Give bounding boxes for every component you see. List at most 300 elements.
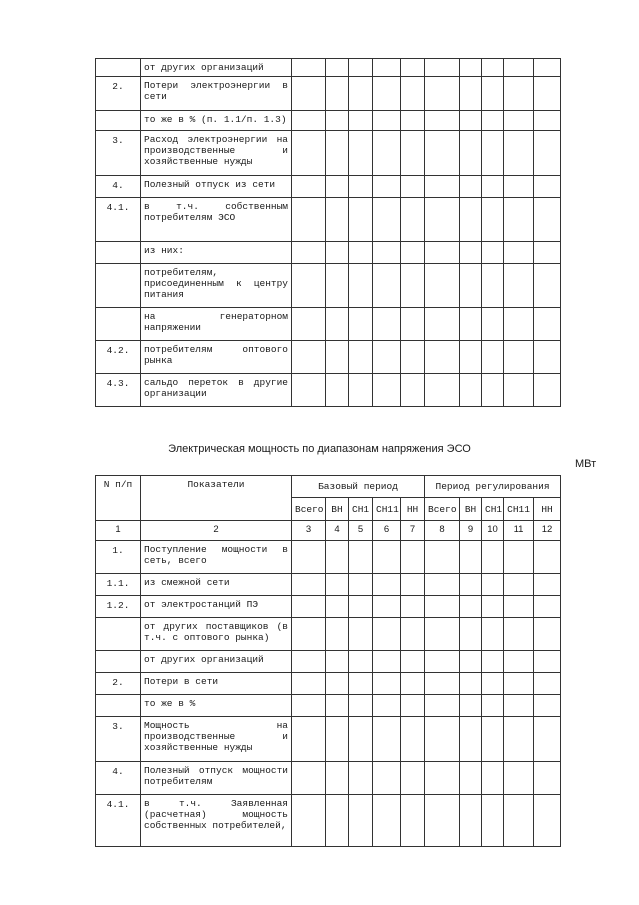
value-cell bbox=[460, 795, 482, 847]
value-cell bbox=[504, 651, 534, 673]
value-cell bbox=[504, 111, 534, 131]
row-indicator: сальдо переток в другие организации bbox=[141, 374, 292, 407]
value-cell bbox=[482, 574, 504, 596]
value-cell bbox=[504, 541, 534, 574]
row-indicator: от электростанций ПЭ bbox=[141, 596, 292, 618]
value-cell bbox=[460, 59, 482, 77]
value-cell bbox=[349, 541, 373, 574]
row-number: 2. bbox=[96, 673, 141, 695]
value-cell bbox=[460, 717, 482, 762]
row-number bbox=[96, 695, 141, 717]
value-cell bbox=[373, 651, 401, 673]
value-cell bbox=[482, 695, 504, 717]
value-cell bbox=[460, 374, 482, 407]
value-cell bbox=[504, 574, 534, 596]
energy-balance-table-continued bbox=[95, 58, 561, 407]
value-cell bbox=[534, 618, 561, 651]
value-cell bbox=[504, 341, 534, 374]
header-regulation-period: Период регулирования bbox=[425, 476, 561, 498]
value-cell bbox=[292, 308, 326, 341]
value-cell bbox=[349, 59, 373, 77]
value-cell bbox=[425, 762, 460, 795]
value-cell bbox=[373, 308, 401, 341]
row-number bbox=[96, 111, 141, 131]
value-cell bbox=[401, 717, 425, 762]
value-cell bbox=[534, 131, 561, 176]
value-cell bbox=[373, 717, 401, 762]
row-number: 1.2. bbox=[96, 596, 141, 618]
row-number: 4.1. bbox=[96, 795, 141, 847]
row-indicator: Полезный отпуск мощности потребителям bbox=[141, 762, 292, 795]
value-cell bbox=[401, 695, 425, 717]
value-cell bbox=[292, 341, 326, 374]
row-number: 2. bbox=[96, 77, 141, 111]
header-subcolumn: ВН bbox=[460, 498, 482, 521]
value-cell bbox=[373, 574, 401, 596]
value-cell bbox=[349, 198, 373, 242]
value-cell bbox=[482, 596, 504, 618]
value-cell bbox=[401, 59, 425, 77]
value-cell bbox=[349, 618, 373, 651]
value-cell bbox=[349, 308, 373, 341]
value-cell bbox=[425, 574, 460, 596]
value-cell bbox=[401, 596, 425, 618]
value-cell bbox=[425, 651, 460, 673]
value-cell bbox=[534, 673, 561, 695]
value-cell bbox=[401, 762, 425, 795]
table-row bbox=[96, 541, 561, 574]
value-cell bbox=[292, 77, 326, 111]
table-row bbox=[96, 59, 561, 77]
row-indicator: Расход электроэнергии на производственные и хозяйственные нужды bbox=[141, 131, 292, 176]
value-cell bbox=[326, 59, 349, 77]
column-number: 2 bbox=[141, 521, 292, 541]
table-row bbox=[96, 341, 561, 374]
header-number: N п/п bbox=[96, 476, 141, 521]
table-row bbox=[96, 795, 561, 847]
value-cell bbox=[504, 795, 534, 847]
value-cell bbox=[504, 77, 534, 111]
value-cell bbox=[292, 242, 326, 264]
value-cell bbox=[534, 717, 561, 762]
row-number: 1. bbox=[96, 541, 141, 574]
value-cell bbox=[534, 198, 561, 242]
value-cell bbox=[425, 131, 460, 176]
header-subcolumn: СН1 bbox=[482, 498, 504, 521]
row-indicator: потребителям оптового рынка bbox=[141, 341, 292, 374]
value-cell bbox=[292, 762, 326, 795]
value-cell bbox=[482, 111, 504, 131]
value-cell bbox=[349, 795, 373, 847]
header-subcolumn: ВН bbox=[326, 498, 349, 521]
value-cell bbox=[349, 131, 373, 176]
header-subcolumn: НН bbox=[401, 498, 425, 521]
value-cell bbox=[482, 795, 504, 847]
value-cell bbox=[373, 673, 401, 695]
value-cell bbox=[292, 673, 326, 695]
table-row bbox=[96, 695, 561, 717]
value-cell bbox=[326, 308, 349, 341]
value-cell bbox=[534, 762, 561, 795]
table-row bbox=[96, 762, 561, 795]
value-cell bbox=[460, 596, 482, 618]
value-cell bbox=[373, 762, 401, 795]
value-cell bbox=[292, 59, 326, 77]
row-indicator: из смежной сети bbox=[141, 574, 292, 596]
value-cell bbox=[534, 264, 561, 308]
value-cell bbox=[460, 651, 482, 673]
value-cell bbox=[425, 341, 460, 374]
column-number: 4 bbox=[326, 521, 349, 541]
value-cell bbox=[326, 341, 349, 374]
value-cell bbox=[460, 618, 482, 651]
value-cell bbox=[482, 198, 504, 242]
value-cell bbox=[534, 77, 561, 111]
value-cell bbox=[504, 596, 534, 618]
value-cell bbox=[534, 374, 561, 407]
value-cell bbox=[292, 618, 326, 651]
value-cell bbox=[373, 264, 401, 308]
value-cell bbox=[326, 596, 349, 618]
value-cell bbox=[292, 596, 326, 618]
value-cell bbox=[373, 541, 401, 574]
value-cell bbox=[504, 198, 534, 242]
value-cell bbox=[460, 111, 482, 131]
row-indicator: Поступление мощности в сеть, всего bbox=[141, 541, 292, 574]
value-cell bbox=[292, 651, 326, 673]
table-row bbox=[96, 618, 561, 651]
value-cell bbox=[504, 242, 534, 264]
row-indicator: то же в % bbox=[141, 695, 292, 717]
value-cell bbox=[534, 651, 561, 673]
value-cell bbox=[401, 131, 425, 176]
header-subcolumn: СН1 bbox=[349, 498, 373, 521]
value-cell bbox=[425, 717, 460, 762]
column-number: 5 bbox=[349, 521, 373, 541]
value-cell bbox=[534, 341, 561, 374]
value-cell bbox=[373, 374, 401, 407]
row-number bbox=[96, 264, 141, 308]
value-cell bbox=[425, 673, 460, 695]
value-cell bbox=[401, 77, 425, 111]
table-caption: Электрическая мощность по диапазонам напряжения ЭСО bbox=[168, 443, 471, 455]
value-cell bbox=[504, 59, 534, 77]
value-cell bbox=[482, 341, 504, 374]
value-cell bbox=[373, 198, 401, 242]
row-indicator: Мощность на производственные и хозяйственные нужды bbox=[141, 717, 292, 762]
value-cell bbox=[349, 242, 373, 264]
table-row bbox=[96, 77, 561, 111]
value-cell bbox=[292, 695, 326, 717]
value-cell bbox=[292, 176, 326, 198]
row-number bbox=[96, 308, 141, 341]
row-number bbox=[96, 651, 141, 673]
table1-body bbox=[96, 59, 561, 407]
unit-label: МВт bbox=[575, 458, 597, 470]
value-cell bbox=[534, 541, 561, 574]
column-number: 1 bbox=[96, 521, 141, 541]
value-cell bbox=[460, 176, 482, 198]
value-cell bbox=[482, 717, 504, 762]
value-cell bbox=[349, 651, 373, 673]
value-cell bbox=[534, 111, 561, 131]
value-cell bbox=[326, 242, 349, 264]
column-number: 9 bbox=[460, 521, 482, 541]
value-cell bbox=[482, 264, 504, 308]
value-cell bbox=[425, 77, 460, 111]
row-number bbox=[96, 59, 141, 77]
value-cell bbox=[326, 198, 349, 242]
value-cell bbox=[373, 795, 401, 847]
value-cell bbox=[401, 242, 425, 264]
value-cell bbox=[460, 198, 482, 242]
column-number: 6 bbox=[373, 521, 401, 541]
row-indicator: на генераторном напряжении bbox=[141, 308, 292, 341]
value-cell bbox=[326, 374, 349, 407]
value-cell bbox=[504, 374, 534, 407]
row-indicator: Полезный отпуск из сети bbox=[141, 176, 292, 198]
value-cell bbox=[349, 176, 373, 198]
value-cell bbox=[349, 695, 373, 717]
value-cell bbox=[349, 596, 373, 618]
value-cell bbox=[534, 574, 561, 596]
value-cell bbox=[504, 176, 534, 198]
value-cell bbox=[425, 59, 460, 77]
table-row bbox=[96, 717, 561, 762]
value-cell bbox=[460, 762, 482, 795]
value-cell bbox=[482, 77, 504, 111]
value-cell bbox=[292, 795, 326, 847]
value-cell bbox=[482, 131, 504, 176]
value-cell bbox=[292, 264, 326, 308]
value-cell bbox=[326, 176, 349, 198]
row-indicator: то же в % (п. 1.1/п. 1.3) bbox=[141, 111, 292, 131]
value-cell bbox=[460, 541, 482, 574]
value-cell bbox=[534, 596, 561, 618]
value-cell bbox=[401, 176, 425, 198]
value-cell bbox=[401, 651, 425, 673]
value-cell bbox=[425, 596, 460, 618]
value-cell bbox=[482, 651, 504, 673]
value-cell bbox=[292, 574, 326, 596]
value-cell bbox=[349, 374, 373, 407]
value-cell bbox=[401, 574, 425, 596]
value-cell bbox=[534, 242, 561, 264]
value-cell bbox=[425, 242, 460, 264]
value-cell bbox=[504, 131, 534, 176]
value-cell bbox=[292, 374, 326, 407]
value-cell bbox=[534, 176, 561, 198]
value-cell bbox=[460, 574, 482, 596]
value-cell bbox=[349, 264, 373, 308]
row-indicator: от других организаций bbox=[141, 651, 292, 673]
value-cell bbox=[504, 673, 534, 695]
value-cell bbox=[326, 651, 349, 673]
value-cell bbox=[349, 762, 373, 795]
value-cell bbox=[534, 308, 561, 341]
value-cell bbox=[425, 695, 460, 717]
value-cell bbox=[460, 131, 482, 176]
value-cell bbox=[349, 673, 373, 695]
value-cell bbox=[504, 762, 534, 795]
value-cell bbox=[326, 795, 349, 847]
header-subcolumn: Всего bbox=[292, 498, 326, 521]
value-cell bbox=[482, 541, 504, 574]
value-cell bbox=[401, 541, 425, 574]
value-cell bbox=[401, 111, 425, 131]
row-indicator: Потери в сети bbox=[141, 673, 292, 695]
value-cell bbox=[460, 242, 482, 264]
header-base-period: Базовый период bbox=[292, 476, 425, 498]
row-number: 4. bbox=[96, 176, 141, 198]
table-row bbox=[96, 374, 561, 407]
value-cell bbox=[401, 264, 425, 308]
table-row bbox=[96, 176, 561, 198]
value-cell bbox=[482, 673, 504, 695]
value-cell bbox=[401, 308, 425, 341]
value-cell bbox=[373, 111, 401, 131]
value-cell bbox=[534, 59, 561, 77]
table-row bbox=[96, 242, 561, 264]
table-row bbox=[96, 264, 561, 308]
column-number: 7 bbox=[401, 521, 425, 541]
value-cell bbox=[326, 695, 349, 717]
column-number: 11 bbox=[504, 521, 534, 541]
value-cell bbox=[292, 111, 326, 131]
value-cell bbox=[425, 176, 460, 198]
table-row bbox=[96, 111, 561, 131]
value-cell bbox=[401, 374, 425, 407]
value-cell bbox=[460, 673, 482, 695]
value-cell bbox=[326, 762, 349, 795]
power-by-voltage-table bbox=[95, 475, 561, 847]
value-cell bbox=[326, 717, 349, 762]
table-row bbox=[96, 673, 561, 695]
value-cell bbox=[504, 717, 534, 762]
value-cell bbox=[482, 618, 504, 651]
value-cell bbox=[373, 596, 401, 618]
row-number: 1.1. bbox=[96, 574, 141, 596]
value-cell bbox=[425, 264, 460, 308]
value-cell bbox=[460, 264, 482, 308]
value-cell bbox=[292, 541, 326, 574]
value-cell bbox=[326, 541, 349, 574]
value-cell bbox=[425, 541, 460, 574]
value-cell bbox=[326, 264, 349, 308]
value-cell bbox=[504, 308, 534, 341]
value-cell bbox=[292, 198, 326, 242]
value-cell bbox=[401, 795, 425, 847]
value-cell bbox=[504, 618, 534, 651]
value-cell bbox=[460, 77, 482, 111]
value-cell bbox=[349, 341, 373, 374]
row-number: 3. bbox=[96, 131, 141, 176]
value-cell bbox=[504, 695, 534, 717]
header-indicators: Показатели bbox=[141, 476, 292, 521]
table2-body bbox=[96, 541, 561, 847]
value-cell bbox=[326, 111, 349, 131]
value-cell bbox=[373, 341, 401, 374]
header-subcolumn: Всего bbox=[425, 498, 460, 521]
value-cell bbox=[534, 695, 561, 717]
row-indicator: от других поставщиков (в т.ч. с оптового рынка) bbox=[141, 618, 292, 651]
value-cell bbox=[349, 717, 373, 762]
row-indicator: от других организаций bbox=[141, 59, 292, 77]
value-cell bbox=[460, 308, 482, 341]
value-cell bbox=[482, 308, 504, 341]
value-cell bbox=[326, 131, 349, 176]
value-cell bbox=[482, 242, 504, 264]
value-cell bbox=[425, 618, 460, 651]
value-cell bbox=[425, 111, 460, 131]
value-cell bbox=[326, 673, 349, 695]
value-cell bbox=[326, 618, 349, 651]
value-cell bbox=[373, 618, 401, 651]
value-cell bbox=[534, 795, 561, 847]
value-cell bbox=[425, 198, 460, 242]
value-cell bbox=[401, 673, 425, 695]
table-row bbox=[96, 574, 561, 596]
value-cell bbox=[401, 618, 425, 651]
value-cell bbox=[349, 111, 373, 131]
row-number bbox=[96, 242, 141, 264]
row-number: 3. bbox=[96, 717, 141, 762]
row-indicator: в т.ч. Заявленная (расчетная) мощность собственных потребителей, bbox=[141, 795, 292, 847]
value-cell bbox=[504, 264, 534, 308]
value-cell bbox=[292, 131, 326, 176]
value-cell bbox=[425, 374, 460, 407]
value-cell bbox=[326, 574, 349, 596]
value-cell bbox=[460, 695, 482, 717]
table-row bbox=[96, 596, 561, 618]
value-cell bbox=[373, 131, 401, 176]
header-subcolumn: НН bbox=[534, 498, 561, 521]
row-number: 4. bbox=[96, 762, 141, 795]
value-cell bbox=[373, 77, 401, 111]
value-cell bbox=[373, 242, 401, 264]
row-indicator: из них: bbox=[141, 242, 292, 264]
value-cell bbox=[460, 341, 482, 374]
column-number: 3 bbox=[292, 521, 326, 541]
row-number: 4.2. bbox=[96, 341, 141, 374]
row-number: 4.3. bbox=[96, 374, 141, 407]
row-number bbox=[96, 618, 141, 651]
value-cell bbox=[349, 574, 373, 596]
value-cell bbox=[401, 341, 425, 374]
header-subcolumn: СН11 bbox=[373, 498, 401, 521]
value-cell bbox=[425, 308, 460, 341]
value-cell bbox=[292, 717, 326, 762]
table-row bbox=[96, 198, 561, 242]
column-number: 8 bbox=[425, 521, 460, 541]
table-row bbox=[96, 651, 561, 673]
row-indicator: Потери электроэнергии в сети bbox=[141, 77, 292, 111]
row-number: 4.1. bbox=[96, 198, 141, 242]
column-number: 10 bbox=[482, 521, 504, 541]
value-cell bbox=[482, 59, 504, 77]
value-cell bbox=[425, 795, 460, 847]
value-cell bbox=[482, 176, 504, 198]
value-cell bbox=[373, 695, 401, 717]
value-cell bbox=[482, 762, 504, 795]
column-number: 12 bbox=[534, 521, 561, 541]
header-subcolumn: СН11 bbox=[504, 498, 534, 521]
value-cell bbox=[482, 374, 504, 407]
value-cell bbox=[373, 59, 401, 77]
value-cell bbox=[401, 198, 425, 242]
table-row bbox=[96, 131, 561, 176]
value-cell bbox=[373, 176, 401, 198]
